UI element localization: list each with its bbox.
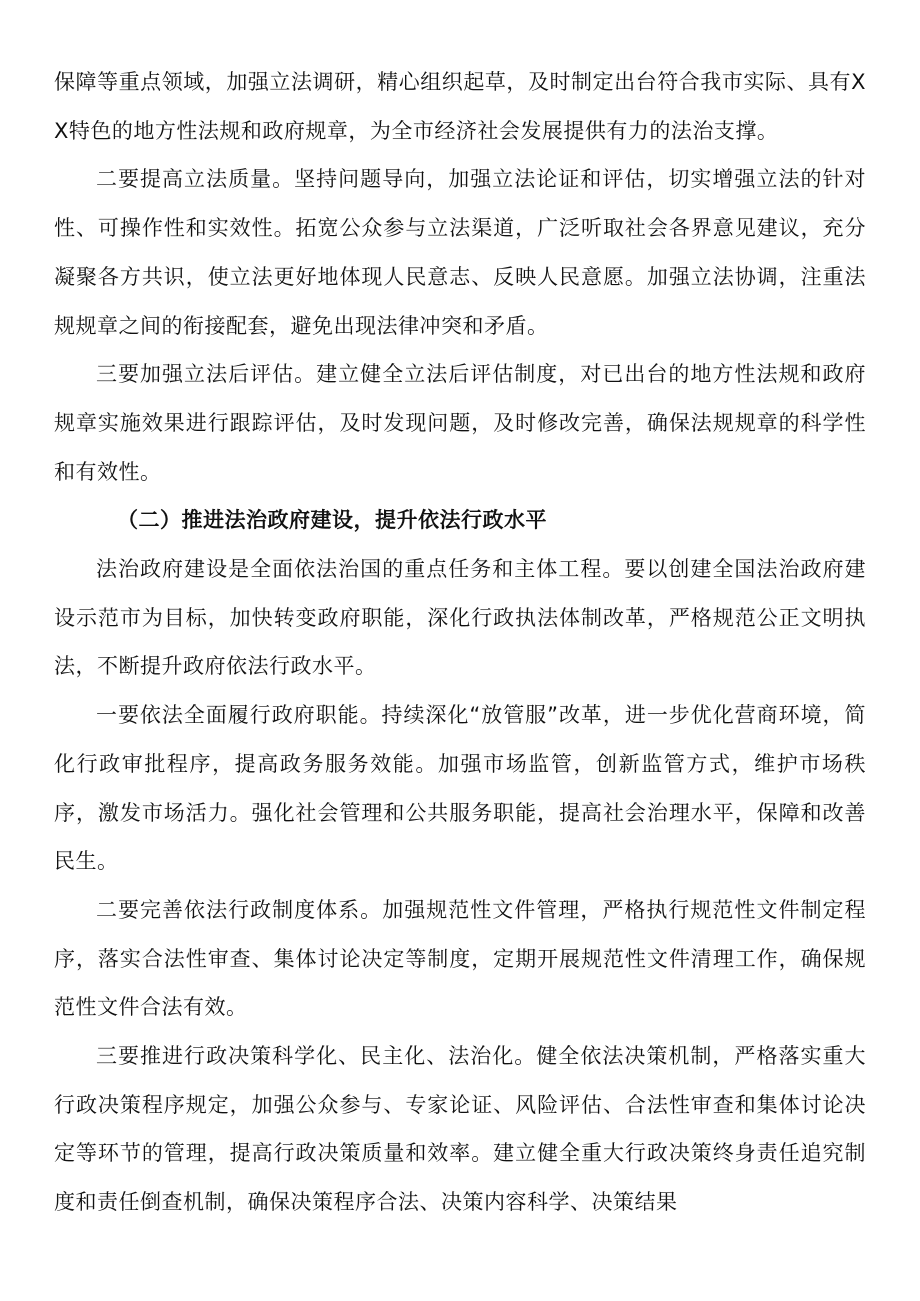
section-heading-rule-of-law-government: （二）推进法治政府建设，提升依法行政水平 xyxy=(117,508,547,533)
paragraph-legislation-quality: 二要提高立法质量。坚持问题导向，加强立法论证和评估，切实增强立法的针对性、可操作性和实效性。拓宽公众参与立法渠道，广泛听取社会各界意见建议，充分凝聚各方共识，使立法更好地体现人民意志、反映人民意愿。加强立法协调，注重法规规章之间的衔接配套，避免出现法律冲突和矛盾。 xyxy=(54,167,866,338)
paragraph-administrative-decision: 三要推进行政决策科学化、民主化、法治化。健全依法决策机制，严格落实重大行政决策程序规定，加强公众参与、专家论证、风险评估、合法性审查和集体讨论决定等环节的管理，提高行政决策质量和效率。建立健全重大行政决策终身责任追究制度和责任倒查机制，确保决策程序合法、决策内容科学、决策结果 xyxy=(54,1044,866,1215)
paragraph-government-functions: 一要依法全面履行政府职能。持续深化“放管服”改革，进一步优化营商环境，简化行政审批程序，提高政务服务效能。加强市场监管，创新监管方式，维护市场秩序，激发市场活力。强化社会管理和公共服务职能，提高社会治理水平，保障和改善民生。 xyxy=(54,703,866,874)
paragraph-rule-of-law-government-intro: 法治政府建设是全面依法治国的重点任务和主体工程。要以创建全国法治政府建设示范市为目标，加快转变政府职能，深化行政执法体制改革，严格规范公正文明执法，不断提升政府依法行政水平。 xyxy=(54,557,866,679)
paragraph-post-legislation-evaluation: 三要加强立法后评估。建立健全立法后评估制度，对已出台的地方性法规和政府规章实施效果进行跟踪评估，及时发现问题，及时修改完善，确保法规规章的科学性和有效性。 xyxy=(54,362,866,484)
document-page xyxy=(54,58,866,1227)
paragraph-legislation-focus: 保障等重点领域，加强立法调研，精心组织起草，及时制定出台符合我市实际、具有XX特色的地方性法规和政府规章，为全市经济社会发展提供有力的法治支撑。 xyxy=(54,70,866,143)
paragraph-administrative-system: 二要完善依法行政制度体系。加强规范性文件管理，严格执行规范性文件制定程序，落实合法性审查、集体讨论决定等制度，定期开展规范性文件清理工作，确保规范性文件合法有效。 xyxy=(54,897,866,1020)
